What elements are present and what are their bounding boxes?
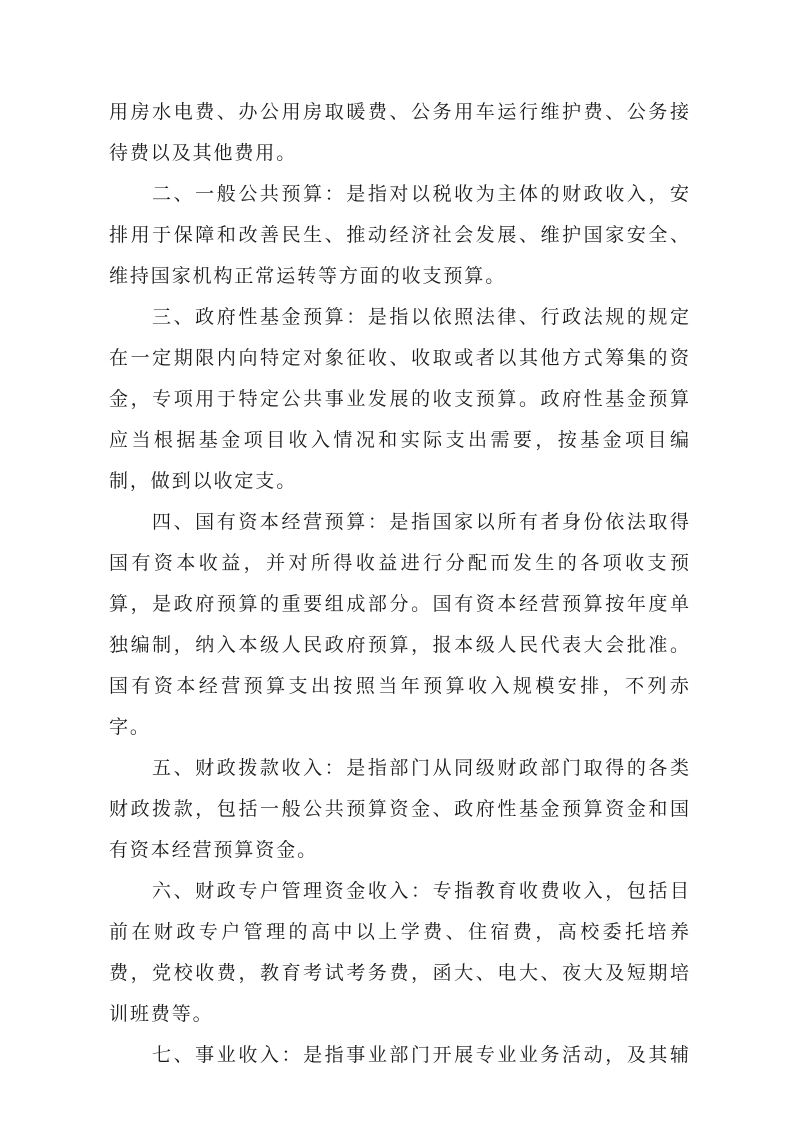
text-line: 金，专项用于特定公共事业发展的收支预算。政府性基金预算 <box>109 388 689 410</box>
text-line: 制，做到以收定支。 <box>109 470 298 492</box>
text-line: 有资本经营预算资金。 <box>109 839 319 861</box>
text-line: 财政拨款，包括一般公共预算资金、政府性基金预算资金和国 <box>109 798 689 820</box>
text-line: 应当根据基金项目收入情况和实际支出需要，按基金项目编 <box>109 429 689 451</box>
text-line: 国有资本收益，并对所得收益进行分配而发生的各项收支预 <box>109 552 689 574</box>
paragraph-heading-3: 三、政府性基金预算：是指以依照法律、行政法规的规定 <box>152 306 689 328</box>
text-line: 在一定期限内向特定对象征收、收取或者以其他方式筹集的资 <box>109 347 689 369</box>
text-line: 排用于保障和改善民生、推动经济社会发展、维护国家安全、 <box>109 224 689 246</box>
text-line: 用房水电费、办公用房取暖费、公务用车运行维护费、公务接 <box>109 101 689 123</box>
text-line: 费，党校收费，教育考试考务费，函大、电大、夜大及短期培 <box>109 962 689 984</box>
paragraph-heading-6: 六、财政专户管理资金收入：专指教育收费收入，包括目 <box>152 880 689 902</box>
text-line: 算，是政府预算的重要组成部分。国有资本经营预算按年度单 <box>109 593 689 615</box>
text-line: 前在财政专户管理的高中以上学费、住宿费，高校委托培养 <box>109 921 689 943</box>
text-line: 国有资本经营预算支出按照当年预算收入规模安排，不列赤 <box>109 675 689 697</box>
text-line: 待费以及其他费用。 <box>109 142 298 164</box>
paragraph-heading-2: 二、一般公共预算：是指对以税收为主体的财政收入，安 <box>152 183 689 205</box>
paragraph-heading-4: 四、国有资本经营预算：是指国家以所有者身份依法取得 <box>152 511 689 533</box>
text-line: 训班费等。 <box>109 1003 214 1025</box>
text-line: 独编制，纳入本级人民政府预算，报本级人民代表大会批准。 <box>109 634 689 656</box>
paragraph-heading-5: 五、财政拨款收入：是指部门从同级财政部门取得的各类 <box>152 757 689 779</box>
paragraph-heading-7: 七、事业收入：是指事业部门开展专业业务活动，及其辅 <box>152 1044 689 1066</box>
text-line: 维持国家机构正常运转等方面的收支预算。 <box>109 265 507 287</box>
text-line: 字。 <box>109 716 151 738</box>
